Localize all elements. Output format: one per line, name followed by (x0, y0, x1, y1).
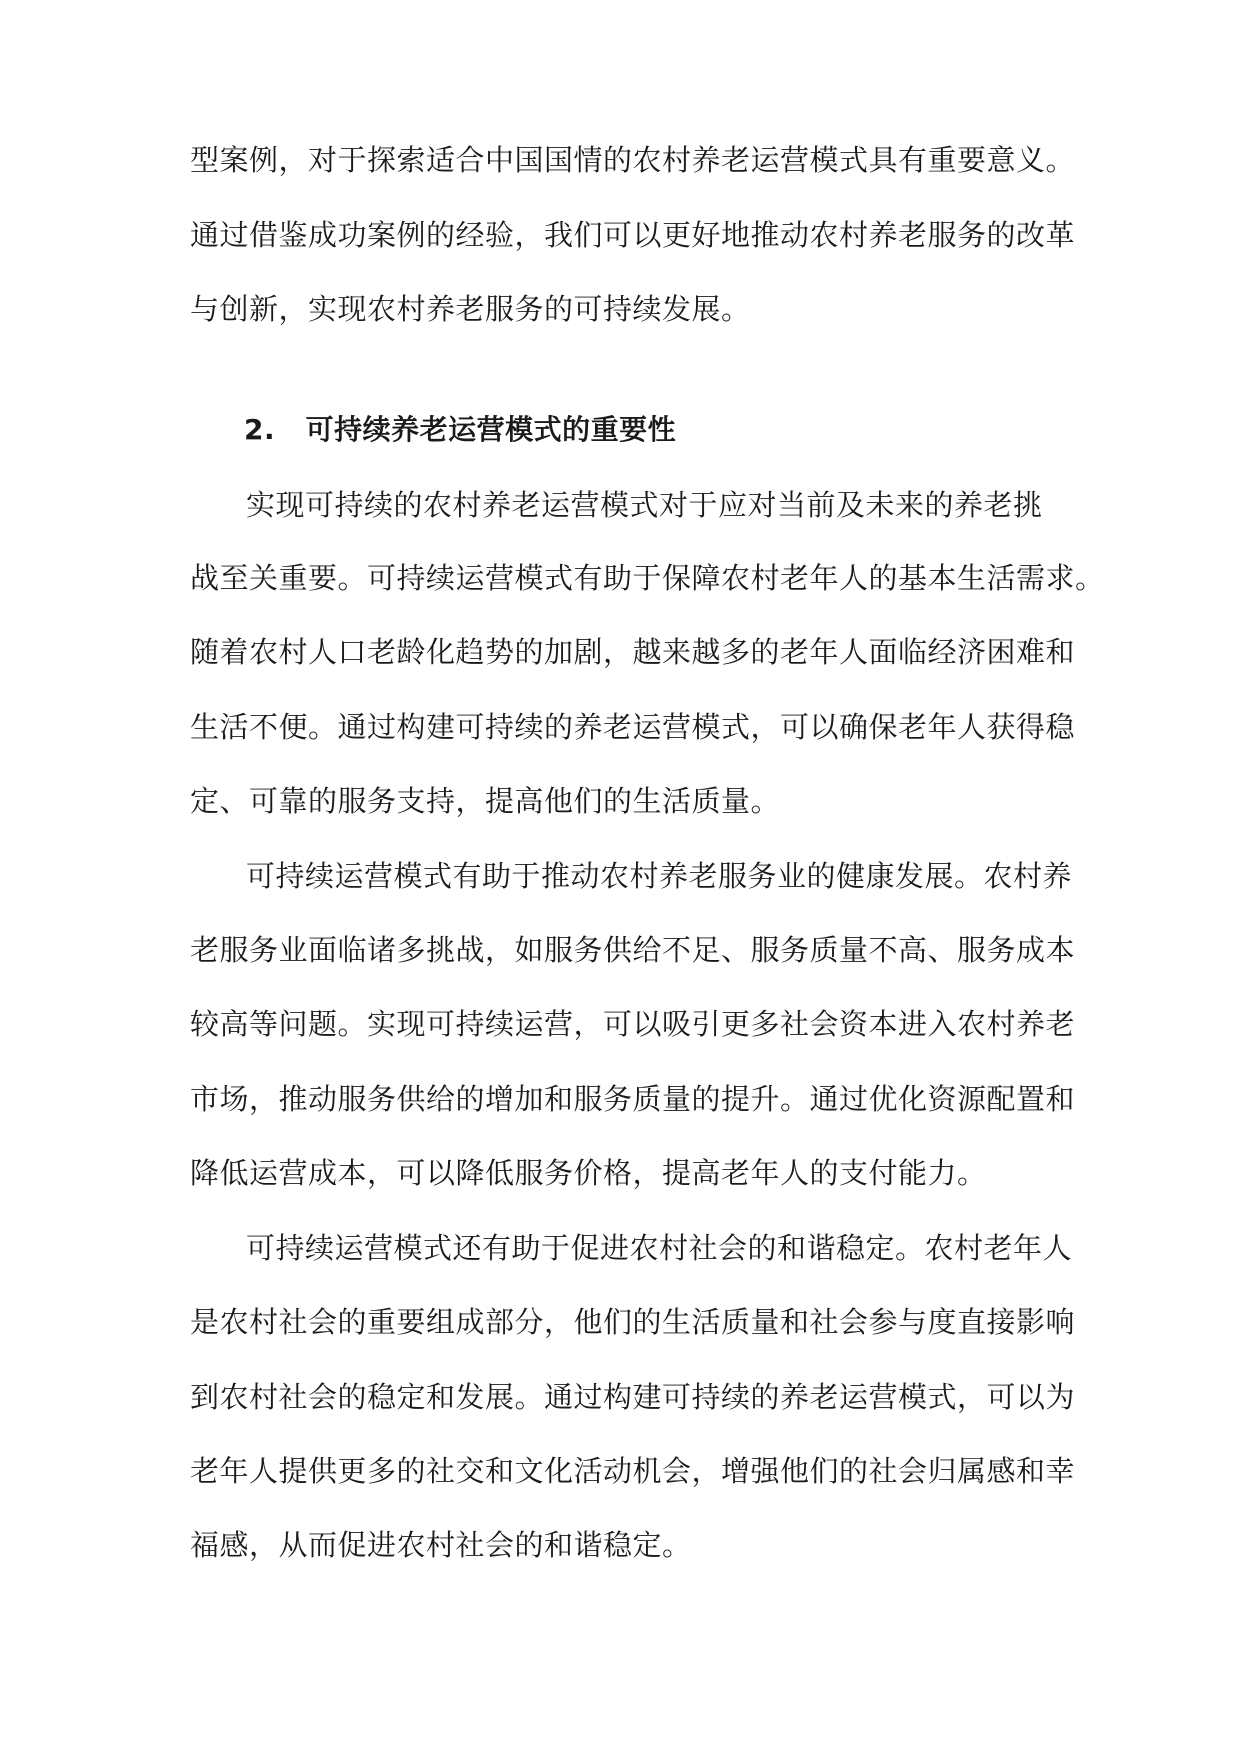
paragraph3-line-2: 是农村社会的重要组成部分，他们的生活质量和社会参与度直接影响 (190, 1305, 1076, 1339)
intro-line-1: 型案例，对于探索适合中国国情的农村养老运营模式具有重要意义。 (190, 143, 1076, 177)
paragraph3-line-3: 到农村社会的稳定和发展。通过构建可持续的养老运营模式，可以为 (190, 1380, 1076, 1414)
paragraph3-line-1: 可持续运营模式还有助于促进农村社会的和谐稳定。农村老年人 (246, 1231, 1073, 1265)
paragraph1-line-3: 随着农村人口老龄化趋势的加剧，越来越多的老年人面临经济困难和 (190, 635, 1076, 669)
paragraph2-line-4: 市场，推动服务供给的增加和服务质量的提升。通过优化资源配置和 (190, 1082, 1076, 1116)
section-title: 可持续养老运营模式的重要性 (305, 413, 677, 446)
paragraph1-line-5: 定、可靠的服务支持，提高他们的生活质量。 (190, 784, 781, 818)
section-number: 2. (244, 413, 276, 446)
paragraph1-line-4: 生活不便。通过构建可持续的养老运营模式，可以确保老年人获得稳 (190, 710, 1076, 744)
paragraph3-line-5: 福感，从而促进农村社会的和谐稳定。 (190, 1528, 692, 1562)
paragraph2-line-3: 较高等问题。实现可持续运营，可以吸引更多社会资本进入农村养老 (190, 1007, 1076, 1041)
section-heading (244, 410, 676, 450)
paragraph1-line-2: 战至关重要。可持续运营模式有助于保障农村老年人的基本生活需求。 (190, 561, 1105, 595)
paragraph2-line-1: 可持续运营模式有助于推动农村养老服务业的健康发展。农村养 (246, 859, 1073, 893)
paragraph3-line-4: 老年人提供更多的社交和文化活动机会，增强他们的社会归属感和幸 (190, 1454, 1076, 1488)
paragraph1-line-1: 实现可持续的农村养老运营模式对于应对当前及未来的养老挑 (246, 488, 1043, 522)
paragraph2-line-5: 降低运营成本，可以降低服务价格，提高老年人的支付能力。 (190, 1156, 987, 1190)
paragraph2-line-2: 老服务业面临诸多挑战，如服务供给不足、服务质量不高、服务成本 (190, 933, 1076, 967)
intro-line-2: 通过借鉴成功案例的经验，我们可以更好地推动农村养老服务的改革 (190, 218, 1076, 252)
intro-line-3: 与创新，实现农村养老服务的可持续发展。 (190, 292, 751, 326)
